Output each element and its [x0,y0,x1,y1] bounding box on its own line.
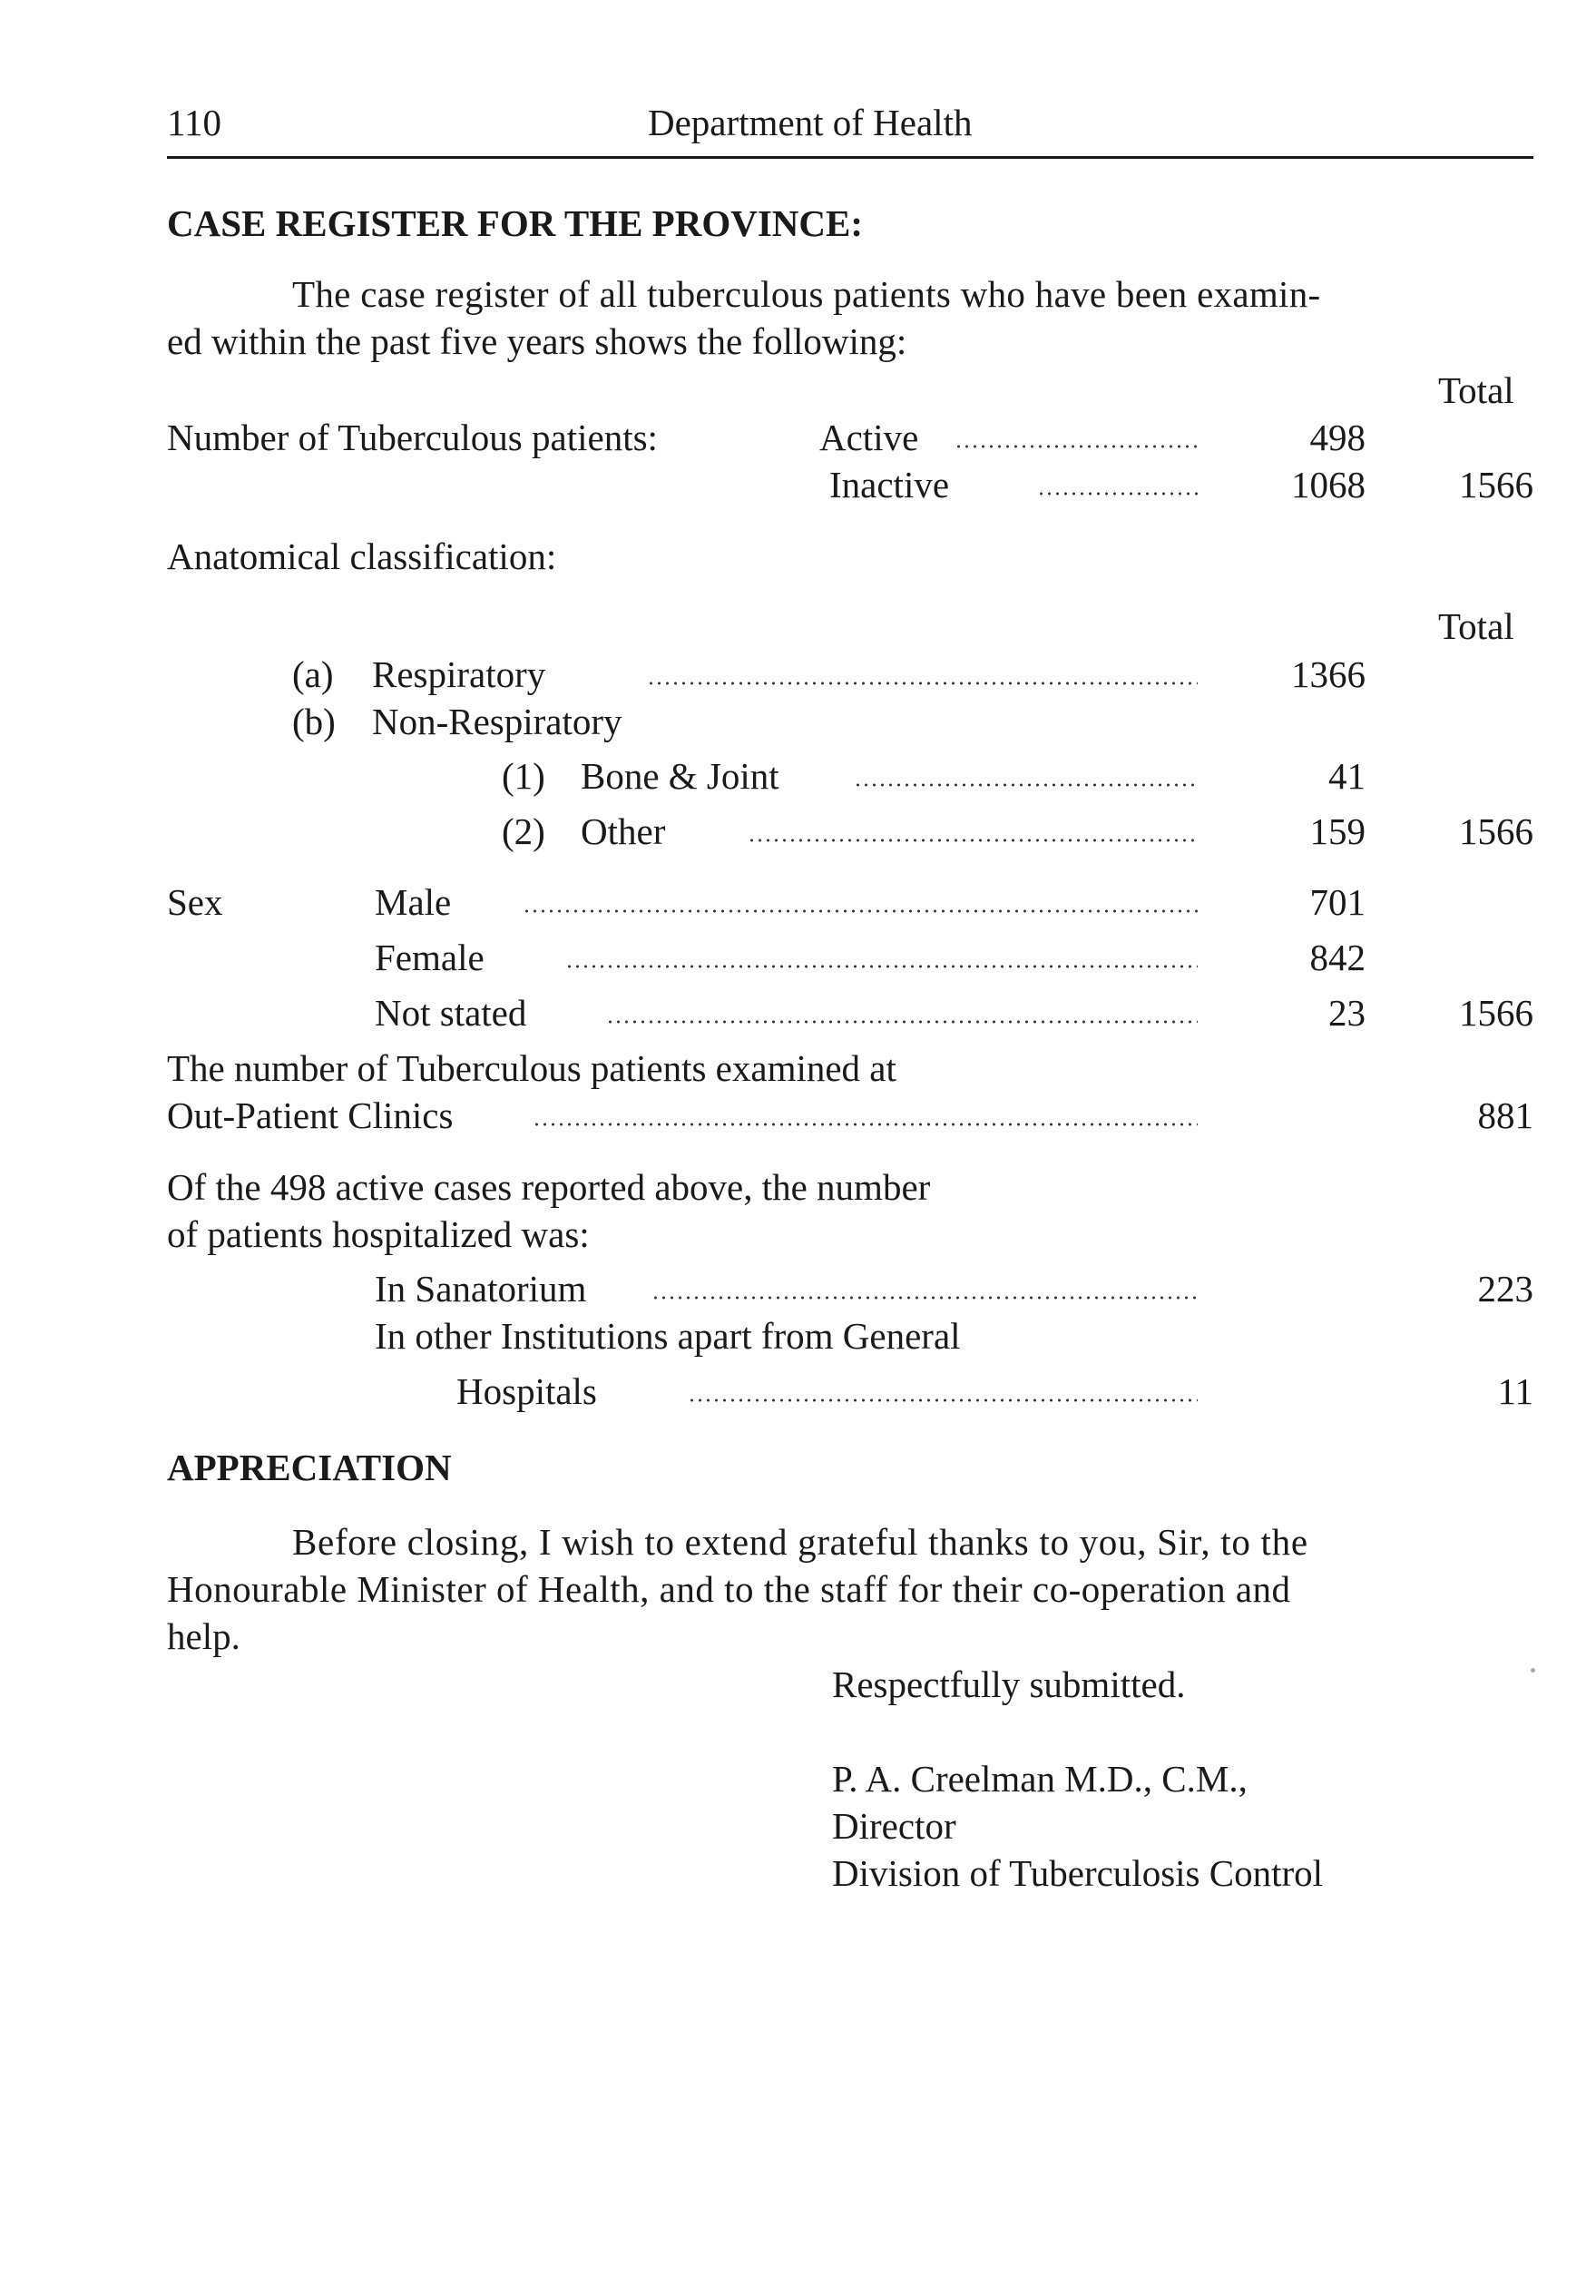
other-value: 159 [1309,810,1366,852]
marker-b: (b) [292,701,336,742]
leader-dots [533,1123,1198,1126]
leader-dots [523,909,1198,913]
patients-label: Number of Tuberculous patients: [167,417,658,458]
intro-line-1: The case register of all tuberculous patients who have been examin- [292,273,1321,315]
marker-a: (a) [292,653,334,695]
patients-total: 1566 [1459,464,1533,505]
anatomical-total: 1566 [1459,810,1533,852]
leader-dots [565,965,1198,968]
appreciation-line-1: Before closing, I wish to extend grateful thanks to you, Sir, to the [292,1521,1308,1563]
respiratory-label: Respiratory [372,653,546,695]
other-label: Other [581,810,666,852]
section-heading-case-register: CASE REGISTER FOR THE PROVINCE: [167,202,863,244]
page-number: 110 [167,102,221,143]
intro-line-2: ed within the past five years shows the following: [167,320,907,362]
active-label: Active [819,417,919,458]
inactive-label: Inactive [829,464,950,505]
other-institutions-line-1: In other Institutions apart from General [375,1315,961,1357]
not-stated-value: 23 [1328,992,1366,1034]
outpatient-value: 881 [1477,1094,1533,1136]
total-header: Total [1438,605,1514,647]
leader-dots [955,445,1198,448]
leader-dots [606,1020,1198,1024]
sanatorium-label: In Sanatorium [375,1268,587,1310]
outpatient-line-2: Out-Patient Clinics [167,1094,454,1136]
bone-joint-value: 41 [1328,755,1366,797]
inactive-value: 1068 [1291,464,1366,505]
male-value: 701 [1309,881,1366,923]
bone-joint-label: Bone & Joint [581,755,779,797]
sanatorium-value: 223 [1477,1268,1533,1310]
anatomical-label: Anatomical classification: [167,535,557,577]
hospitalized-line-1: Of the 498 active cases reported above, the number [167,1166,931,1208]
sex-total: 1566 [1459,992,1533,1034]
marker-2: (2) [502,810,545,852]
scan-speck [1531,1668,1535,1673]
leader-dots [1037,492,1198,496]
header-rule [167,156,1533,159]
signatory-division: Division of Tuberculosis Control [832,1852,1324,1894]
not-stated-label: Not stated [375,992,527,1034]
respiratory-value: 1366 [1291,653,1366,695]
signatory-title: Director [832,1805,956,1847]
marker-1: (1) [502,755,545,797]
section-heading-appreciation: APPRECIATION [167,1447,452,1488]
male-label: Male [375,881,452,923]
closing: Respectfully submitted. [832,1663,1186,1705]
leader-dots [688,1398,1198,1402]
running-title: Department of Health [648,102,973,143]
outpatient-line-1: The number of Tuberculous patients examined at [167,1047,896,1089]
female-label: Female [375,937,485,978]
hospitalized-line-2: of patients hospitalized was: [167,1213,590,1255]
leader-dots [854,783,1198,787]
active-value: 498 [1309,417,1366,458]
appreciation-line-3: help. [167,1615,240,1657]
signatory-name: P. A. Creelman M.D., C.M., [832,1758,1248,1800]
leader-dots [748,839,1198,842]
leader-dots [651,1296,1198,1300]
other-institutions-line-2: Hospitals [456,1370,597,1412]
sex-label: Sex [167,881,223,923]
other-institutions-value: 11 [1497,1370,1533,1412]
non-respiratory-label: Non-Respiratory [372,701,622,742]
appreciation-line-2: Honourable Minister of Health, and to the staff for their co-operation and [167,1568,1291,1610]
total-header: Total [1438,369,1514,411]
leader-dots [647,682,1198,685]
female-value: 842 [1309,937,1366,978]
